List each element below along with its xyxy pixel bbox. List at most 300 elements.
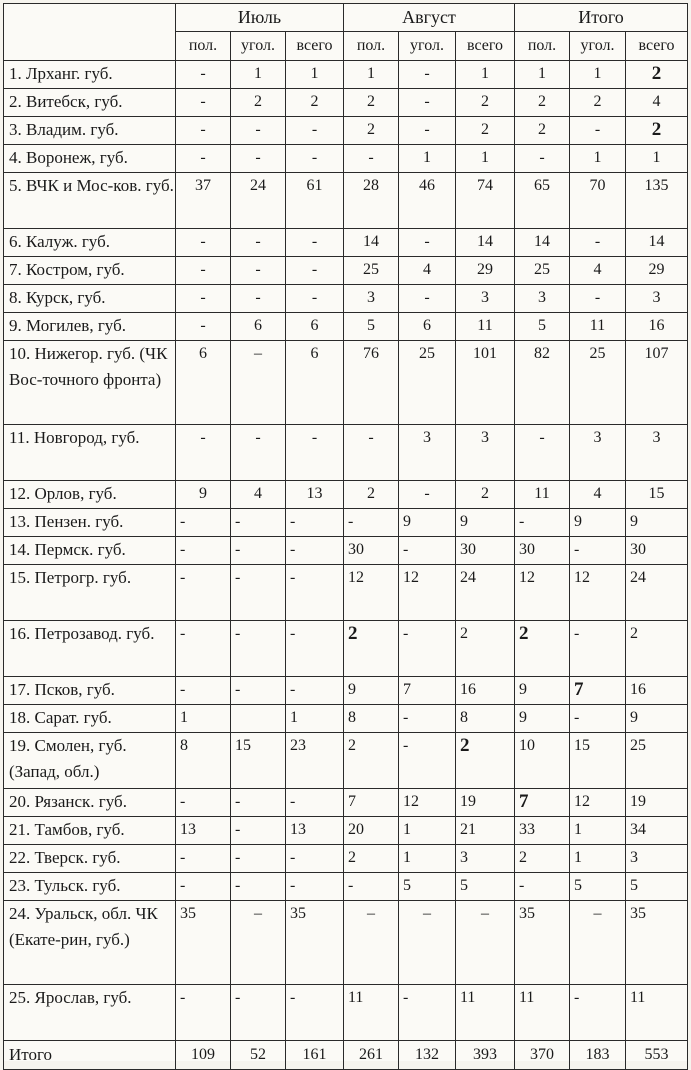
table-cell: - bbox=[176, 537, 231, 565]
table-cell: 3 bbox=[344, 285, 399, 313]
subheader: пол. bbox=[176, 32, 231, 61]
table-cell: - bbox=[231, 285, 286, 313]
table-cell: 2 bbox=[515, 845, 570, 873]
row-label: 14. Пермск. губ. bbox=[4, 537, 176, 565]
table-cell: 1 bbox=[286, 705, 344, 733]
table-row bbox=[4, 845, 688, 873]
total-row bbox=[4, 1041, 688, 1070]
table-row bbox=[4, 733, 688, 789]
table-cell: 2 bbox=[456, 621, 515, 677]
table-cell: 33 bbox=[515, 817, 570, 845]
row-label: 21. Тамбов, губ. bbox=[4, 817, 176, 845]
table-cell: 16 bbox=[456, 677, 515, 705]
table-cell: - bbox=[399, 537, 456, 565]
table-cell: 6 bbox=[286, 313, 344, 341]
table-cell: - bbox=[176, 985, 231, 1041]
table-cell: 3 bbox=[515, 285, 570, 313]
table-cell: - bbox=[286, 845, 344, 873]
table-cell: - bbox=[176, 565, 231, 621]
table-cell: 11 bbox=[626, 985, 688, 1041]
table-cell: 65 bbox=[515, 173, 570, 229]
table-cell: 2 bbox=[344, 117, 399, 145]
table-cell: 8 bbox=[456, 705, 515, 733]
table-cell: 2 bbox=[515, 117, 570, 145]
table-cell: 3 bbox=[626, 845, 688, 873]
table-row bbox=[4, 425, 688, 481]
table-cell: 14 bbox=[515, 229, 570, 257]
table-cell: 15 bbox=[626, 481, 688, 509]
row-label: 16. Петрозавод. губ. bbox=[4, 621, 176, 677]
table-row bbox=[4, 145, 688, 173]
table-cell: 1 bbox=[399, 817, 456, 845]
group-header-july: Июль bbox=[176, 4, 344, 32]
table-cell: 29 bbox=[626, 257, 688, 285]
table-cell: 1 bbox=[570, 145, 626, 173]
table-cell: 34 bbox=[626, 817, 688, 845]
table-cell: – bbox=[344, 901, 399, 985]
table-cell: 2 bbox=[456, 117, 515, 145]
row-label: 24. Уральск, обл. ЧК (Екате-рин, губ.) bbox=[4, 901, 176, 985]
row-label: 3. Владим. губ. bbox=[4, 117, 176, 145]
table-cell: 9 bbox=[344, 677, 399, 705]
table-cell: - bbox=[231, 873, 286, 901]
row-label: 13. Пензен. губ. bbox=[4, 509, 176, 537]
table-cell: - bbox=[286, 229, 344, 257]
table-cell: 2 bbox=[344, 481, 399, 509]
table-cell: 15 bbox=[231, 733, 286, 789]
table-cell: 13 bbox=[286, 481, 344, 509]
table-cell: - bbox=[176, 789, 231, 817]
table-cell: 11 bbox=[456, 985, 515, 1041]
table-cell: - bbox=[176, 117, 231, 145]
table-cell: 370 bbox=[515, 1041, 570, 1070]
table-cell: - bbox=[399, 481, 456, 509]
table-cell: 3 bbox=[626, 285, 688, 313]
table-cell: 9 bbox=[399, 509, 456, 537]
table-cell: 183 bbox=[570, 1041, 626, 1070]
table-cell: 4 bbox=[570, 481, 626, 509]
table-cell: 35 bbox=[626, 901, 688, 985]
table-cell: - bbox=[231, 425, 286, 481]
table-cell: 2 bbox=[231, 89, 286, 117]
table-cell: 5 bbox=[515, 313, 570, 341]
table-cell: 24 bbox=[456, 565, 515, 621]
table-cell: - bbox=[286, 677, 344, 705]
table-cell: – bbox=[570, 901, 626, 985]
table-sheet bbox=[3, 3, 687, 1064]
row-label: 6. Калуж. губ. bbox=[4, 229, 176, 257]
table-cell: 24 bbox=[231, 173, 286, 229]
table-cell: - bbox=[231, 845, 286, 873]
table-cell: - bbox=[286, 145, 344, 173]
table-cell: 30 bbox=[344, 537, 399, 565]
table-cell: - bbox=[176, 509, 231, 537]
table-cell: 7 bbox=[570, 677, 626, 705]
subheader: всего bbox=[286, 32, 344, 61]
table-cell: 2 bbox=[344, 89, 399, 117]
table-cell: 2 bbox=[456, 481, 515, 509]
table-cell: 261 bbox=[344, 1041, 399, 1070]
table-cell: 2 bbox=[515, 621, 570, 677]
table-cell: 2 bbox=[344, 621, 399, 677]
row-label: 10. Нижегор. губ. (ЧК Вос-точного фронта) bbox=[4, 341, 176, 425]
table-cell: - bbox=[231, 229, 286, 257]
table-cell: 7 bbox=[399, 677, 456, 705]
table-row bbox=[4, 621, 688, 677]
row-label: 9. Могилев, губ. bbox=[4, 313, 176, 341]
table-cell: 3 bbox=[456, 845, 515, 873]
subheader: всего bbox=[626, 32, 688, 61]
table-cell: 11 bbox=[515, 481, 570, 509]
table-cell: 2 bbox=[456, 89, 515, 117]
table-cell: - bbox=[231, 985, 286, 1041]
table-cell: - bbox=[399, 61, 456, 89]
table-cell: 2 bbox=[344, 845, 399, 873]
table-cell: 12 bbox=[515, 565, 570, 621]
table-cell: 74 bbox=[456, 173, 515, 229]
table-cell: - bbox=[286, 257, 344, 285]
table-cell: 1 bbox=[626, 145, 688, 173]
table-cell: 4 bbox=[399, 257, 456, 285]
table-cell: 12 bbox=[399, 565, 456, 621]
table-row bbox=[4, 537, 688, 565]
table-cell: 9 bbox=[570, 509, 626, 537]
table-cell: - bbox=[570, 117, 626, 145]
table-cell: - bbox=[286, 117, 344, 145]
row-label: Итого bbox=[4, 1041, 176, 1070]
row-label: 17. Псков, губ. bbox=[4, 677, 176, 705]
table-cell: - bbox=[231, 257, 286, 285]
table-row bbox=[4, 481, 688, 509]
row-label: 7. Костром, губ. bbox=[4, 257, 176, 285]
table-cell: – bbox=[456, 901, 515, 985]
table-cell: 1 bbox=[570, 61, 626, 89]
table-cell: 6 bbox=[231, 313, 286, 341]
table-cell: 3 bbox=[570, 425, 626, 481]
table-cell: 25 bbox=[515, 257, 570, 285]
table-cell: 19 bbox=[626, 789, 688, 817]
table-cell: - bbox=[399, 985, 456, 1041]
table-cell: - bbox=[176, 229, 231, 257]
table-cell: 2 bbox=[515, 89, 570, 117]
table-cell: - bbox=[231, 509, 286, 537]
table-cell: 28 bbox=[344, 173, 399, 229]
table-cell: 30 bbox=[456, 537, 515, 565]
table-row bbox=[4, 313, 688, 341]
table-cell: - bbox=[399, 285, 456, 313]
table-cell: - bbox=[176, 425, 231, 481]
table-cell: 10 bbox=[515, 733, 570, 789]
table-cell: - bbox=[399, 621, 456, 677]
table-cell: 1 bbox=[286, 61, 344, 89]
table-cell: 14 bbox=[456, 229, 515, 257]
table-cell: - bbox=[570, 285, 626, 313]
table-cell: - bbox=[344, 145, 399, 173]
subheader: всего bbox=[456, 32, 515, 61]
table-cell: - bbox=[176, 257, 231, 285]
table-row bbox=[4, 257, 688, 285]
table-cell: 5 bbox=[399, 873, 456, 901]
table-cell: 21 bbox=[456, 817, 515, 845]
table-row bbox=[4, 789, 688, 817]
table-cell: 35 bbox=[286, 901, 344, 985]
row-label: 1. Лрханг. губ. bbox=[4, 61, 176, 89]
table-cell: 6 bbox=[176, 341, 231, 425]
table-cell: 553 bbox=[626, 1041, 688, 1070]
table-cell: - bbox=[286, 789, 344, 817]
table-cell: 12 bbox=[570, 789, 626, 817]
table-cell: - bbox=[176, 621, 231, 677]
table-row bbox=[4, 61, 688, 89]
table-cell: 37 bbox=[176, 173, 231, 229]
table-cell: 25 bbox=[399, 341, 456, 425]
table-cell: 2 bbox=[626, 117, 688, 145]
table-cell: - bbox=[286, 621, 344, 677]
table-cell: - bbox=[515, 873, 570, 901]
table-cell: - bbox=[286, 537, 344, 565]
table-row bbox=[4, 89, 688, 117]
table-cell: 46 bbox=[399, 173, 456, 229]
table-cell: 1 bbox=[344, 61, 399, 89]
table-cell: 61 bbox=[286, 173, 344, 229]
subheader: угол. bbox=[399, 32, 456, 61]
table-cell: 6 bbox=[286, 341, 344, 425]
table-cell: 1 bbox=[570, 845, 626, 873]
table-cell: 12 bbox=[570, 565, 626, 621]
table-cell: 14 bbox=[344, 229, 399, 257]
table-cell: - bbox=[399, 229, 456, 257]
table-cell: 5 bbox=[570, 873, 626, 901]
table-cell: - bbox=[515, 145, 570, 173]
row-label: 22. Тверск. губ. bbox=[4, 845, 176, 873]
table-cell: - bbox=[399, 89, 456, 117]
table-cell: - bbox=[176, 145, 231, 173]
table-cell: 6 bbox=[399, 313, 456, 341]
table-cell: - bbox=[176, 873, 231, 901]
table-cell: 4 bbox=[626, 89, 688, 117]
table-cell: 35 bbox=[176, 901, 231, 985]
subheader: пол. bbox=[515, 32, 570, 61]
table-cell: 5 bbox=[344, 313, 399, 341]
table-cell: 2 bbox=[626, 621, 688, 677]
table-cell: 1 bbox=[399, 145, 456, 173]
table-cell: 11 bbox=[456, 313, 515, 341]
table-cell: 8 bbox=[176, 733, 231, 789]
row-label: 8. Курск, губ. bbox=[4, 285, 176, 313]
table-cell: - bbox=[570, 537, 626, 565]
table-row bbox=[4, 565, 688, 621]
table-row bbox=[4, 117, 688, 145]
table-cell: 161 bbox=[286, 1041, 344, 1070]
table-cell: 107 bbox=[626, 341, 688, 425]
table-cell: 20 bbox=[344, 817, 399, 845]
table-row bbox=[4, 173, 688, 229]
row-label: 11. Новгород, губ. bbox=[4, 425, 176, 481]
table-cell: - bbox=[231, 565, 286, 621]
table-cell bbox=[231, 705, 286, 733]
table-cell: - bbox=[231, 145, 286, 173]
table-cell: 11 bbox=[570, 313, 626, 341]
table-cell: 29 bbox=[456, 257, 515, 285]
table-cell: 1 bbox=[176, 705, 231, 733]
table-row bbox=[4, 285, 688, 313]
table-cell: - bbox=[231, 117, 286, 145]
table-cell: - bbox=[231, 789, 286, 817]
table-cell: - bbox=[515, 425, 570, 481]
table-cell: 30 bbox=[626, 537, 688, 565]
table-cell: - bbox=[286, 425, 344, 481]
table-cell: - bbox=[286, 509, 344, 537]
table-row bbox=[4, 901, 688, 985]
row-label: 23. Тульск. губ. bbox=[4, 873, 176, 901]
table-cell: 13 bbox=[176, 817, 231, 845]
table-cell: 35 bbox=[515, 901, 570, 985]
table-cell: 11 bbox=[344, 985, 399, 1041]
table-cell: 12 bbox=[344, 565, 399, 621]
table-cell: 9 bbox=[626, 509, 688, 537]
table-cell: 109 bbox=[176, 1041, 231, 1070]
subheader: пол. bbox=[344, 32, 399, 61]
table-cell: 2 bbox=[570, 89, 626, 117]
table-cell: 14 bbox=[626, 229, 688, 257]
table-cell: - bbox=[231, 677, 286, 705]
table-cell: - bbox=[399, 705, 456, 733]
table-cell: - bbox=[570, 705, 626, 733]
table-row bbox=[4, 705, 688, 733]
table-cell: 19 bbox=[456, 789, 515, 817]
table-row bbox=[4, 509, 688, 537]
table-cell: 1 bbox=[456, 145, 515, 173]
table-cell: 2 bbox=[456, 733, 515, 789]
table-cell: - bbox=[286, 565, 344, 621]
table-cell: 135 bbox=[626, 173, 688, 229]
group-header-august: Август bbox=[344, 4, 515, 32]
table-cell: - bbox=[570, 229, 626, 257]
row-label: 4. Воронеж, губ. bbox=[4, 145, 176, 173]
table-row bbox=[4, 873, 688, 901]
table-cell: - bbox=[570, 621, 626, 677]
group-header-total: Итого bbox=[515, 4, 688, 32]
table-cell: 132 bbox=[399, 1041, 456, 1070]
table-cell: 3 bbox=[456, 285, 515, 313]
table-cell: 1 bbox=[570, 817, 626, 845]
table-cell: - bbox=[286, 873, 344, 901]
table-cell: 1 bbox=[515, 61, 570, 89]
table-cell: 24 bbox=[626, 565, 688, 621]
table-cell: 25 bbox=[626, 733, 688, 789]
table-cell: 101 bbox=[456, 341, 515, 425]
table-cell: 1 bbox=[456, 61, 515, 89]
table-cell: 23 bbox=[286, 733, 344, 789]
table-cell: - bbox=[286, 985, 344, 1041]
table-cell: 3 bbox=[399, 425, 456, 481]
table-cell: 4 bbox=[570, 257, 626, 285]
table-cell: - bbox=[176, 677, 231, 705]
subheader: угол. bbox=[231, 32, 286, 61]
table-cell: 16 bbox=[626, 313, 688, 341]
table-cell: 393 bbox=[456, 1041, 515, 1070]
table-cell: 76 bbox=[344, 341, 399, 425]
table-cell: - bbox=[176, 89, 231, 117]
table-cell: 1 bbox=[399, 845, 456, 873]
table-cell: 9 bbox=[176, 481, 231, 509]
statistics-table bbox=[3, 3, 688, 1070]
table-row bbox=[4, 677, 688, 705]
table-row bbox=[4, 229, 688, 257]
table-cell: 9 bbox=[515, 677, 570, 705]
table-cell: – bbox=[231, 901, 286, 985]
table-cell: 2 bbox=[286, 89, 344, 117]
table-cell: - bbox=[399, 733, 456, 789]
table-row bbox=[4, 817, 688, 845]
table-cell: 3 bbox=[456, 425, 515, 481]
table-cell: 82 bbox=[515, 341, 570, 425]
table-cell: - bbox=[570, 985, 626, 1041]
table-cell: - bbox=[286, 285, 344, 313]
table-cell: 13 bbox=[286, 817, 344, 845]
row-label: 5. ВЧК и Мос-ков. губ. bbox=[4, 173, 176, 229]
table-cell: 30 bbox=[515, 537, 570, 565]
table-cell: 15 bbox=[570, 733, 626, 789]
table-cell: 2 bbox=[344, 733, 399, 789]
table-cell: 11 bbox=[515, 985, 570, 1041]
table-cell: 4 bbox=[231, 481, 286, 509]
row-label: 12. Орлов, губ. bbox=[4, 481, 176, 509]
table-cell: - bbox=[176, 61, 231, 89]
table-row bbox=[4, 341, 688, 425]
table-cell: 9 bbox=[515, 705, 570, 733]
table-cell: - bbox=[231, 537, 286, 565]
row-label: 19. Смолен, губ. (Запад, обл.) bbox=[4, 733, 176, 789]
table-cell: 25 bbox=[344, 257, 399, 285]
table-cell: 12 bbox=[399, 789, 456, 817]
table-cell: 5 bbox=[456, 873, 515, 901]
table-cell: 16 bbox=[626, 677, 688, 705]
table-cell: 25 bbox=[570, 341, 626, 425]
table-cell: 70 bbox=[570, 173, 626, 229]
table-cell: – bbox=[399, 901, 456, 985]
table-cell: - bbox=[176, 845, 231, 873]
table-cell: - bbox=[231, 817, 286, 845]
table-cell: – bbox=[231, 341, 286, 425]
row-label: 2. Витебск, губ. bbox=[4, 89, 176, 117]
table-cell: - bbox=[344, 873, 399, 901]
table-cell: 52 bbox=[231, 1041, 286, 1070]
table-cell: 2 bbox=[626, 61, 688, 89]
table-cell: 7 bbox=[515, 789, 570, 817]
table-cell: 8 bbox=[344, 705, 399, 733]
table-row bbox=[4, 985, 688, 1041]
table-cell: 7 bbox=[344, 789, 399, 817]
row-label: 20. Рязанск. губ. bbox=[4, 789, 176, 817]
table-cell: - bbox=[515, 509, 570, 537]
table-cell: 3 bbox=[626, 425, 688, 481]
table-cell: 1 bbox=[231, 61, 286, 89]
row-label: 15. Петрогр. губ. bbox=[4, 565, 176, 621]
subheader: угол. bbox=[570, 32, 626, 61]
corner-cell bbox=[4, 4, 176, 61]
table-cell: 9 bbox=[626, 705, 688, 733]
table-cell: 9 bbox=[456, 509, 515, 537]
table-cell: 5 bbox=[626, 873, 688, 901]
row-label: 25. Ярослав, губ. bbox=[4, 985, 176, 1041]
table-cell: - bbox=[344, 425, 399, 481]
table-cell: - bbox=[399, 117, 456, 145]
table-cell: - bbox=[176, 313, 231, 341]
row-label: 18. Сарат. губ. bbox=[4, 705, 176, 733]
table-cell: - bbox=[176, 285, 231, 313]
table-cell: - bbox=[231, 621, 286, 677]
